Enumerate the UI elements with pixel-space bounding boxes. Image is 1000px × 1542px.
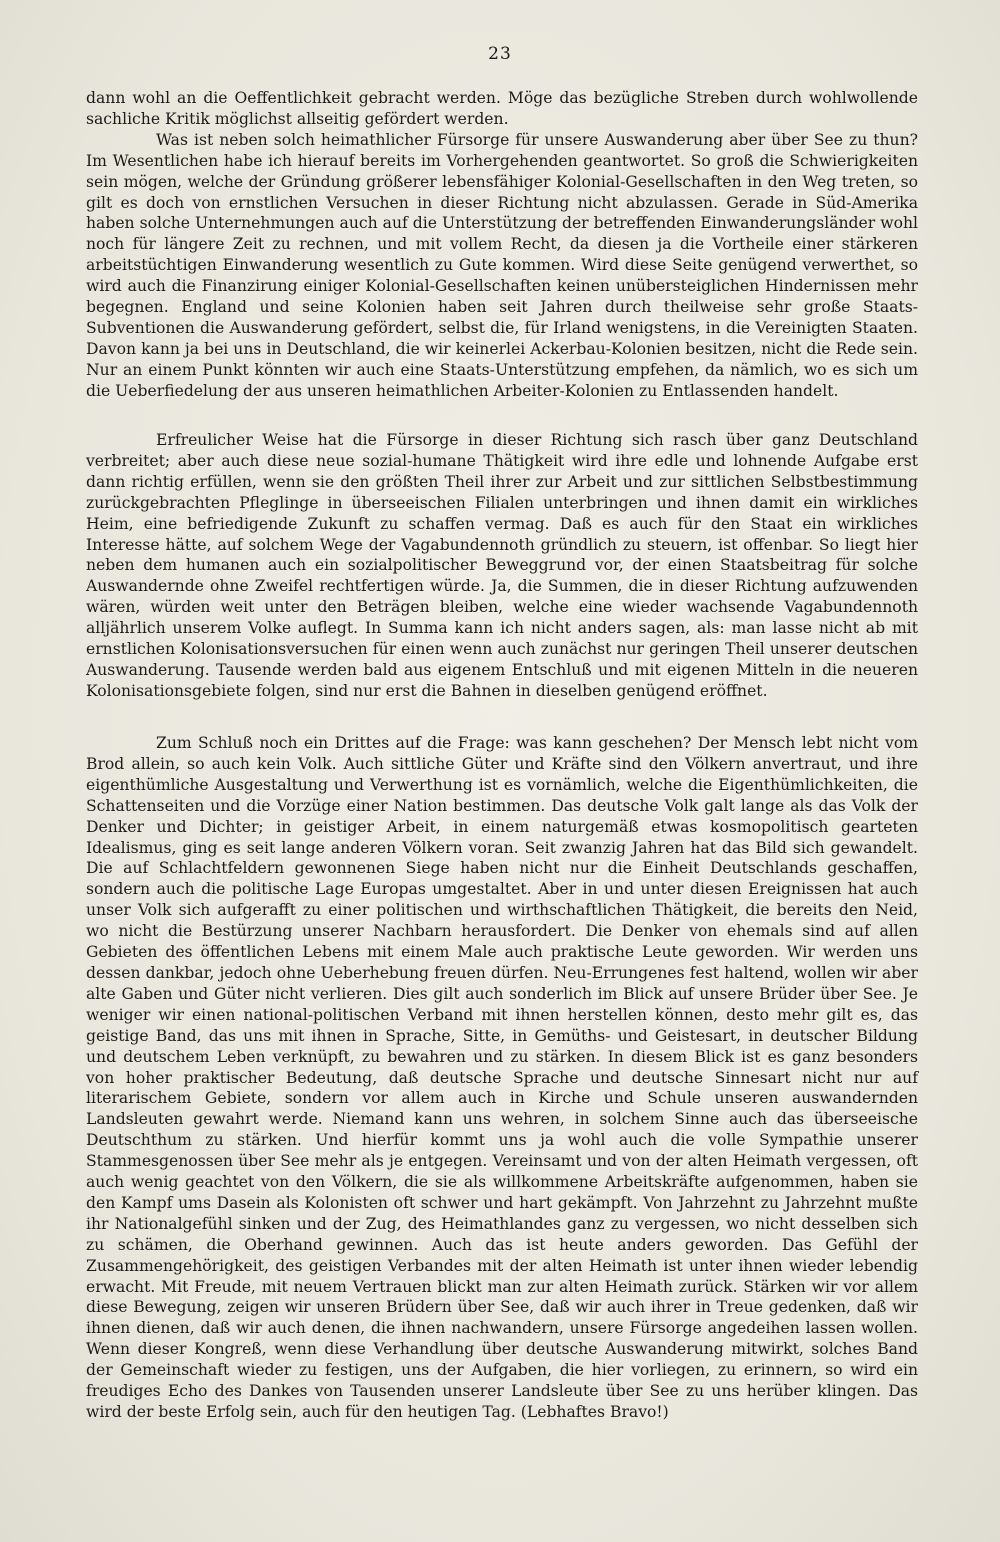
paragraph-continuation xyxy=(86,88,918,130)
text-block-upper xyxy=(86,88,918,402)
text-block-middle xyxy=(86,430,918,702)
paragraph-text: Was ist neben solch heimathlicher Fürsorge für unsere Auswanderung aber über See zu thun? Im Wesentlichen habe ich hierauf bereits im Vorhergehenden geantwortet. So groß die Schwierigkeiten sein mögen, welche der Gründung größerer lebensfähiger Kolonial-Gesellschaften in den Weg treten, so gilt es doch von ernstlichen Versuchen in dieser Richtung nicht abzulassen. Gerade in Süd-Amerika haben solche Unternehmungen auch auf die Unterstützung der betreffenden Einwanderungsländer wohl noch für längere Zeit zu rechnen, und mit vollem Recht, da diesen ja die Vortheile einer stärkeren arbeitstüchtigen Einwanderung wesentlich zu Gute kommen. Wird diese Seite genügend verwerthet, so wird auch die Finanzirung einiger Kolonial-Gesellschaften keinen unübersteiglichen Hindernissen mehr begegnen. England und seine Kolonien haben seit Jahren durch theilweise sehr große Staats-Subventionen die Auswanderung gefördert, selbst die, für Irland wenigstens, in die Vereinigten Staaten. Davon kann ja bei uns in Deutschland, die wir keinerlei Ackerbau-Kolonien besitzen, nicht die Rede sein. Nur an einem Punkt könnten wir auch eine Staats-Unterstützung empfehen, da nämlich, wo es sich um die Ueberfiedelung der aus unseren heimathlichen Arbeiter-Kolonien zu Entlassenden handelt. xyxy=(86,130,918,400)
paragraph-welfare-spread xyxy=(86,430,918,702)
paragraph-conclusion xyxy=(86,733,918,1423)
text-block-lower xyxy=(86,733,918,1423)
paragraph-overseas-care xyxy=(86,130,918,402)
paragraph-text: Zum Schluß noch ein Drittes auf die Frage: was kann geschehen? Der Mensch lebt nicht vom Brod allein, so auch kein Volk. Auch sittliche Güter und Kräfte sind den Völkern anvertraut, und ihre eigenthümliche Ausgestaltung und Verwerthung ist es vornämlich, welche die Eigenthümlichkeiten, die Schattenseiten und die Vorzüge einer Nation bestimmen. Das deutsche Volk galt lange als das Volk der Denker und Dichter; in geistiger Arbeit, in einem naturgemäß etwas kosmopolitisch gearteten Idealismus, ging es seit lange anderen Völkern voran. Seit zwanzig Jahren hat das Bild sich gewandelt. Die auf Schlachtfeldern gewonnenen Siege haben nicht nur die Einheit Deutschlands geschaffen, sondern auch die politische Lage Europas umgestaltet. Aber in und unter diesen Ereignissen hat auch unser Volk sich aufgerafft zu einer politischen und wirthschaftlichen Thätigkeit, die bereits den Neid, wo nicht die Bestürzung unserer Nachbarn herausfordert. Die Denker von ehemals sind auf allen Gebieten des öffentlichen Lebens mit einem Male auch praktische Leute geworden. Wir werden uns dessen dankbar, jedoch ohne Ueberhebung freuen dürfen. Neu-Errungenes fest haltend, wollen wir aber alte Gaben und Güter nicht verlieren. Dies gilt auch sonderlich im Blick auf unsere Brüder über See. Je weniger wir einen national-politischen Verband mit ihnen herstellen können, desto mehr gilt es, das geistige Band, das uns mit ihnen in Sprache, Sitte, in Gemüths- und Geistesart, in deutscher Bildung und deutschem Leben verknüpft, zu bewahren und zu stärken. In diesem Blick ist es ganz besonders von hoher praktischer Bedeutung, daß deutsche Sprache und deutsche Sinnesart nicht nur auf literarischem Gebiete, sondern vor allem auch in Kirche und Schule unseren auswandernden Landsleuten gewahrt werde. Niemand kann uns wehren, in solchem Sinne auch das überseeische Deutschthum zu stärken. Und hierfür kommt uns ja wohl auch die volle Sympathie unserer Stammesgenossen über See mehr als je entgegen. Vereinsamt und von der alten Heimath vergessen, oft auch wenig geachtet von den Völkern, die sie als willkommene Arbeitskräfte aufgenommen, haben sie den Kampf ums Dasein als Kolonisten oft schwer und hart gekämpft. Von Jahrzehnt zu Jahrzehnt mußte ihr Nationalgefühl sinken und der Zug, des Heimathlandes ganz zu vergessen, wo nicht desselben sich zu schämen, die Oberhand gewinnen. Auch das ist heute anders geworden. Das Gefühl der Zusammengehörigkeit, des geistigen Verbandes mit der alten Heimath ist unter ihnen wieder lebendig erwacht. Mit Freude, mit neuem Vertrauen blickt man zur alten Heimath zurück. Stärken wir vor allem diese Bewegung, zeigen wir unseren Brüdern über See, daß wir auch ihrer in Treue gedenken, daß wir ihnen dienen, daß wir auch denen, die ihnen nachwandern, unsere Fürsorge angedeihen lassen wollen. Wenn dieser Kongreß, wenn diese Verhandlung über deutsche Auswanderung mitwirkt, solches Band der Gemeinschaft wieder zu festigen, uns der Aufgaben, die hier vorliegen, zu erinnern, so wird ein freudiges Echo des Dankes von Tausenden unserer Landsleute über See zu uns herüber klingen. Das wird der beste Erfolg sein, auch für den heutigen Tag. (Lebhaftes Bravo!) xyxy=(86,734,918,1421)
paragraph-text: dann wohl an die Oeffentlichkeit gebracht werden. Möge das bezügliche Streben durch wohlwollende sachliche Kritik möglichst allseitig gefördert werden. xyxy=(86,89,918,128)
page-number: 23 xyxy=(488,44,512,64)
paragraph-text: Erfreulicher Weise hat die Fürsorge in dieser Richtung sich rasch über ganz Deutschland verbreitet; aber auch diese neue sozial-humane Thätigkeit wird ihre edle und lohnende Aufgabe erst dann richtig erfüllen, wenn sie den größten Theil ihrer zur Arbeit und zur sittlichen Selbstbestimmung zurückgebrachten Pfleglinge in überseeischen Filialen unterbringen und ihnen damit ein wirkliches Heim, eine befriedigende Zukunft zu schaffen vermag. Daß es auch für den Staat ein wirkliches Interesse hätte, auf solchem Wege der Vagabundennoth gründlich zu steuern, ist offenbar. So liegt hier neben dem humanen auch ein sozialpolitischer Beweggrund vor, der einen Staatsbeitrag für solche Auswandernde ohne Zweifel rechtfertigen würde. Ja, die Summen, die in dieser Richtung aufzuwenden wären, würden weit unter den Beträgen bleiben, welche eine wieder wachsende Vagabundennoth alljährlich unserem Volke auflegt. In Summa kann ich nicht anders sagen, als: man lasse nicht ab mit ernstlichen Kolonisationsversuchen für einen wenn auch zunächst nur geringen Theil unserer deutschen Auswanderung. Tausende werden bald aus eigenem Entschluß und mit eigenen Mitteln in die neueren Kolonisationsgebiete folgen, sind nur erst die Bahnen in dieselben genügend eröffnet. xyxy=(86,431,918,700)
